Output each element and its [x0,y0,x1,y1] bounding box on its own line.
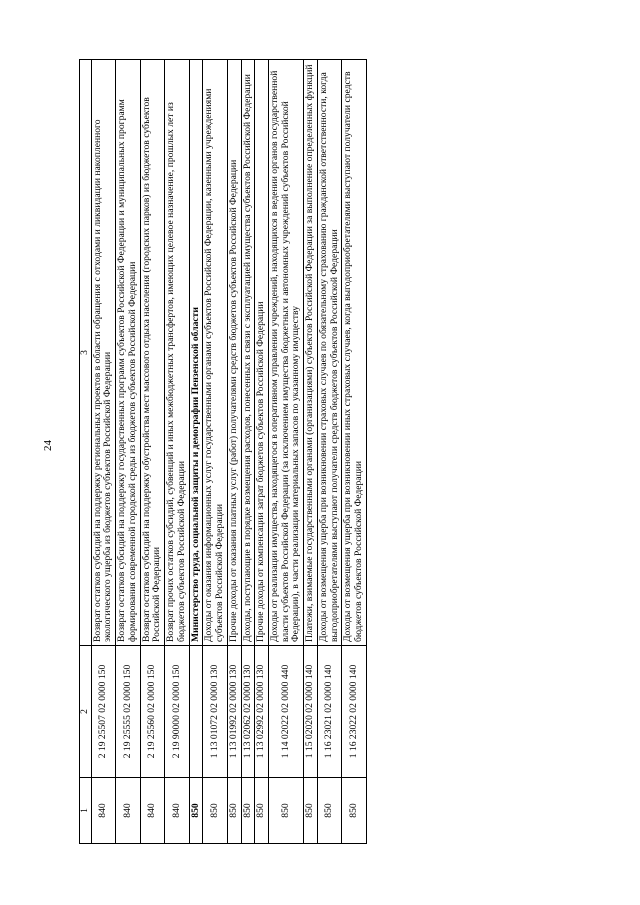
admin-code-cell: 840 [140,778,164,844]
income-code-cell: 2 19 25507 02 0000 150 [91,646,115,778]
admin-code-cell: 850 [304,778,318,844]
admin-code-cell: 850 [241,778,255,844]
income-code-cell: 1 14 02022 02 0000 440 [269,646,304,778]
admin-code-cell: 850 [342,778,366,844]
income-code-cell: 2 19 90000 02 0000 150 [165,646,189,778]
income-codes-table [79,59,367,844]
admin-code-cell: 850 [317,778,341,844]
admin-code-cell: 840 [165,778,189,844]
income-code-cell: 1 13 01992 02 0000 130 [227,646,241,778]
table-row [241,60,255,844]
table-row [317,60,341,844]
description-cell: Доходы от возмещения ущерба при возникновении иных страховых случаев, когда выгодоприобретателями выступают получатели средств бюджетов субъектов Российской Федерации [342,60,366,646]
admin-code-cell: 850 [203,778,227,844]
table-row [304,60,318,844]
description-cell: Платежи, взимаемые государственными органами (организациями) субъектов Российской Федерации за выполнение определенных функций [304,60,318,646]
table-row [140,60,164,844]
table-row [203,60,227,844]
income-code-cell: 1 15 02020 02 0000 140 [304,646,318,778]
table-row [189,60,203,844]
table-row [342,60,366,844]
admin-code-cell: 840 [116,778,140,844]
description-cell: Прочие доходы от компенсации затрат бюджетов субъектов Российской Федерации [255,60,269,646]
table-row [227,60,241,844]
table-row [165,60,189,844]
description-cell: Возврат остатков субсидий на поддержку государственных программ субъектов Российской Федерации и муниципальных программ формирования современной городской среды из бюджетов субъектов Российской Федерации [116,60,140,646]
header-col-1: 1 [80,778,92,844]
admin-code-cell: 850 [255,778,269,844]
description-cell: Возврат остатков субсидий на поддержку региональных проектов в области обращения с отходами и ликвидации накопленного экологического ущерба из бюджетов субъектов Российской Федерации [91,60,115,646]
description-cell: Доходы от возмещения ущерба при возникновении страховых случаев по обязательному страхованию гражданской ответственности, когда выгодоприобретателями выступают получатели средств бюджетов субъектов Российской Федерации [317,60,341,646]
income-code-cell: 2 19 25555 02 0000 150 [116,646,140,778]
description-cell: Возврат остатков субсидий на поддержку обустройства мест массового отдыха населения (городских парков) из бюджетов субъектов Российской Федерации [140,60,164,646]
admin-code-cell: 850 [269,778,304,844]
description-cell: Прочие доходы от оказания платных услуг (работ) получателями средств бюджетов субъектов Российской Федерации [227,60,241,646]
table-row [91,60,115,844]
header-col-2: 2 [80,646,92,778]
admin-code-cell: 850 [227,778,241,844]
income-code-cell: 1 16 23021 02 0000 140 [317,646,341,778]
description-cell: Доходы от оказания информационных услуг государственными органами субъектов Российской Федерации, казенными учреждениями субъектов Российской Федерации [203,60,227,646]
rotated-page [79,60,559,844]
table-row [269,60,304,844]
admin-code-cell: 850 [189,778,203,844]
table-header-row [80,60,92,844]
description-cell: Возврат прочих остатков субсидий, субвенций и иных межбюджетных трансфертов, имеющих целевое назначение, прошлых лет из бюджетов субъектов Российской Федерации [165,60,189,646]
admin-code-cell: 840 [91,778,115,844]
header-col-3: 3 [80,60,92,646]
table-row [255,60,269,844]
description-cell: Доходы от реализации имущества, находящегося в оперативном управлении учреждений, находящихся в ведении органов государственной власти субъектов Российской Федерации (за исключением имущества бюджетных и автономных учреждений субъектов Российской Федерации), в части реализации материальных запасов по указанному имуществу [269,60,304,646]
income-code-cell: 2 19 25560 02 0000 150 [140,646,164,778]
description-cell: Доходы, поступающие в порядке возмещения расходов, понесенных в связи с эксплуатацией имущества субъектов Российской Федерации [241,60,255,646]
description-cell: Министерство труда, социальной защиты и демографии Пензенской области [189,60,203,646]
page-number: 24 [42,440,54,451]
income-code-cell [189,646,203,778]
income-code-cell: 1 13 02062 02 0000 130 [241,646,255,778]
income-code-cell: 1 13 01072 02 0000 130 [203,646,227,778]
income-code-cell: 1 13 02992 02 0000 130 [255,646,269,778]
table-row [116,60,140,844]
income-code-cell: 1 16 23022 02 0000 140 [342,646,366,778]
